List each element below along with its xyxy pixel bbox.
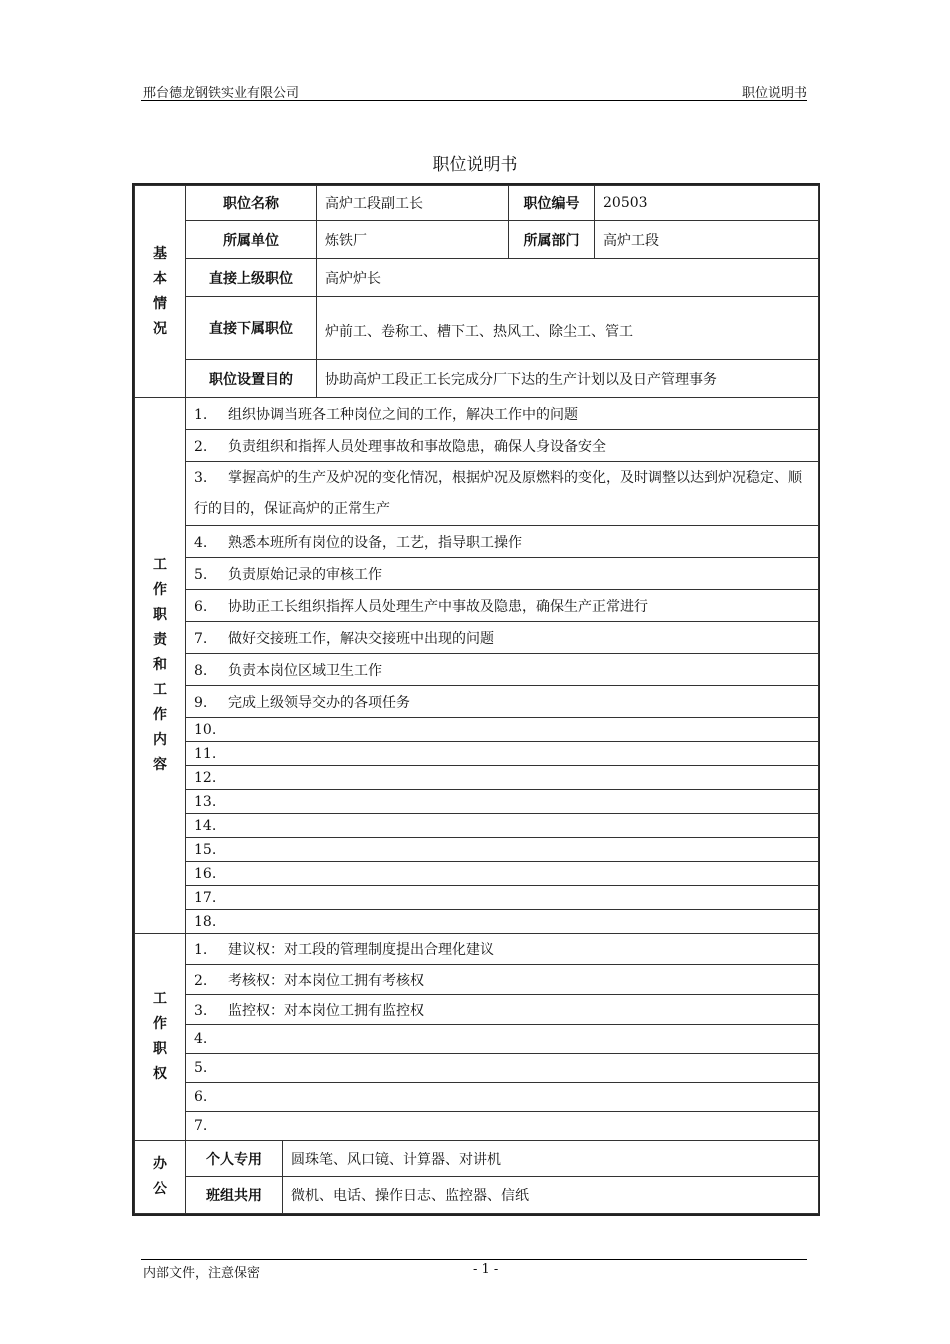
label-position-code: 职位编号 — [509, 186, 595, 221]
duties-item — [186, 398, 819, 430]
list-item — [135, 430, 819, 462]
list-item — [135, 766, 819, 790]
duties-item — [186, 718, 819, 742]
duties-item — [186, 814, 819, 838]
item-text: 熟悉本班所有岗位的设备，工艺，指导职工操作 — [228, 534, 522, 551]
page-number: - 1 - — [473, 1262, 499, 1277]
authority-item — [186, 995, 819, 1025]
value-unit: 炼铁厂 — [317, 221, 509, 259]
item-text: 考核权：对本岗位工拥有考核权 — [228, 972, 424, 989]
item-number: 12. — [194, 769, 217, 786]
duties-item — [186, 622, 819, 654]
list-item — [135, 526, 819, 558]
row-office-personal — [135, 1141, 819, 1177]
item-text: 负责原始记录的审核工作 — [228, 566, 382, 583]
duties-item — [186, 886, 819, 910]
duties-item — [186, 430, 819, 462]
duties-item — [186, 910, 819, 934]
row-office-shared — [135, 1177, 819, 1214]
item-number: 4. — [194, 534, 208, 551]
row-position-name — [135, 186, 819, 221]
page-header — [141, 82, 807, 101]
row-subordinate — [135, 297, 819, 360]
item-number: 3. — [194, 1002, 208, 1019]
authority-item — [186, 1054, 819, 1083]
list-item — [135, 654, 819, 686]
label-office-shared: 班组共用 — [186, 1177, 283, 1214]
duties-item — [186, 742, 819, 766]
item-text: 做好交接班工作，解决交接班中出现的问题 — [228, 630, 494, 647]
item-text: 掌握高炉的生产及炉况的变化情况，根据炉况及原燃料的变化，及时调整以达到炉况稳定、顺行的目的，保证高炉的正常生产 — [194, 469, 802, 517]
row-superior — [135, 259, 819, 297]
confidential-note: 内部文件，注意保密 — [143, 1266, 261, 1281]
label-subordinate: 直接下属职位 — [186, 297, 317, 360]
duties-item — [186, 558, 819, 590]
item-number: 6. — [194, 598, 208, 615]
item-text: 监控权：对本岗位工拥有监控权 — [228, 1002, 424, 1019]
authority-item — [186, 1083, 819, 1112]
list-item — [135, 886, 819, 910]
doc-type: 职位说明书 — [741, 86, 807, 101]
row-unit — [135, 221, 819, 259]
value-office-shared: 微机、电话、操作日志、监控器、信纸 — [283, 1177, 819, 1214]
value-office-personal: 圆珠笔、风口镜、计算器、对讲机 — [283, 1141, 819, 1177]
list-item — [135, 718, 819, 742]
authority-item — [186, 1025, 819, 1054]
authority-item — [186, 1112, 819, 1141]
duties-item — [186, 686, 819, 718]
list-item — [135, 622, 819, 654]
label-dept: 所属部门 — [509, 221, 595, 259]
label-position-name: 职位名称 — [186, 186, 317, 221]
value-superior: 高炉炉长 — [317, 259, 819, 297]
duties-item — [186, 862, 819, 886]
value-dept: 高炉工段 — [595, 221, 819, 259]
item-number: 3. — [194, 469, 208, 486]
page-title: 职位说明书 — [432, 155, 518, 175]
list-item — [135, 790, 819, 814]
item-number: 5. — [194, 566, 208, 583]
label-office-personal: 个人专用 — [186, 1141, 283, 1177]
list-item — [135, 742, 819, 766]
section-duties: 工 作 职 责 和 工 作 内 容 — [135, 398, 186, 934]
item-number: 8. — [194, 662, 208, 679]
item-number: 1. — [194, 406, 208, 423]
item-number: 7. — [194, 630, 208, 647]
item-number: 5. — [194, 1060, 208, 1076]
list-item — [135, 838, 819, 862]
company-name: 邢台德龙钢铁实业有限公司 — [143, 86, 300, 101]
authority-item — [186, 934, 819, 965]
section-office: 办 公 — [135, 1141, 186, 1214]
item-number: 11. — [194, 745, 217, 762]
section-basic: 基 本 情 况 — [135, 186, 186, 398]
item-number: 17. — [194, 889, 217, 906]
job-description-table — [132, 183, 820, 1216]
value-purpose: 协助高炉工段正工长完成分厂下达的生产计划以及日产管理事务 — [317, 360, 819, 398]
duties-item — [186, 766, 819, 790]
item-number: 18. — [194, 913, 217, 930]
value-position-code: 20503 — [595, 186, 819, 221]
item-number: 7. — [194, 1118, 208, 1134]
item-number: 2. — [194, 438, 208, 455]
list-item — [135, 1025, 819, 1054]
label-unit: 所属单位 — [186, 221, 317, 259]
item-text: 负责本岗位区域卫生工作 — [228, 662, 382, 679]
item-number: 4. — [194, 1031, 208, 1047]
section-authority: 工 作 职 权 — [135, 934, 186, 1141]
authority-item — [186, 965, 819, 995]
item-text: 负责组织和指挥人员处理事故和事故隐患，确保人身设备安全 — [228, 438, 606, 455]
item-number: 13. — [194, 793, 217, 810]
item-number: 2. — [194, 972, 208, 989]
item-number: 1. — [194, 942, 208, 958]
list-item — [135, 1112, 819, 1141]
list-item — [135, 1054, 819, 1083]
item-number: 14. — [194, 817, 217, 834]
label-superior: 直接上级职位 — [186, 259, 317, 297]
list-item — [135, 995, 819, 1025]
list-item — [135, 462, 819, 526]
item-number: 10. — [194, 721, 217, 738]
item-number: 9. — [194, 694, 208, 711]
duties-item — [186, 654, 819, 686]
list-item — [135, 910, 819, 934]
value-subordinate: 炉前工、卷称工、槽下工、热风工、除尘工、管工 — [317, 297, 819, 360]
list-item — [135, 686, 819, 718]
list-item — [135, 1083, 819, 1112]
duties-item — [186, 590, 819, 622]
list-item — [135, 965, 819, 995]
item-number: 6. — [194, 1089, 208, 1105]
value-position-name: 高炉工段副工长 — [317, 186, 509, 221]
label-purpose: 职位设置目的 — [186, 360, 317, 398]
list-item — [135, 862, 819, 886]
list-item — [135, 558, 819, 590]
list-item — [135, 590, 819, 622]
item-text: 协助正工长组织指挥人员处理生产中事故及隐患，确保生产正常进行 — [228, 598, 648, 615]
list-item — [135, 398, 819, 430]
item-text: 建议权：对工段的管理制度提出合理化建议 — [228, 942, 494, 958]
list-item — [135, 934, 819, 965]
item-text: 组织协调当班各工种岗位之间的工作，解决工作中的问题 — [228, 406, 578, 423]
duties-item — [186, 790, 819, 814]
duties-item — [186, 462, 819, 526]
item-text: 完成上级领导交办的各项任务 — [228, 694, 410, 711]
item-number: 15. — [194, 841, 217, 858]
duties-item — [186, 526, 819, 558]
list-item — [135, 814, 819, 838]
page-footer — [141, 1259, 807, 1281]
item-number: 16. — [194, 865, 217, 882]
duties-item — [186, 838, 819, 862]
row-purpose — [135, 360, 819, 398]
